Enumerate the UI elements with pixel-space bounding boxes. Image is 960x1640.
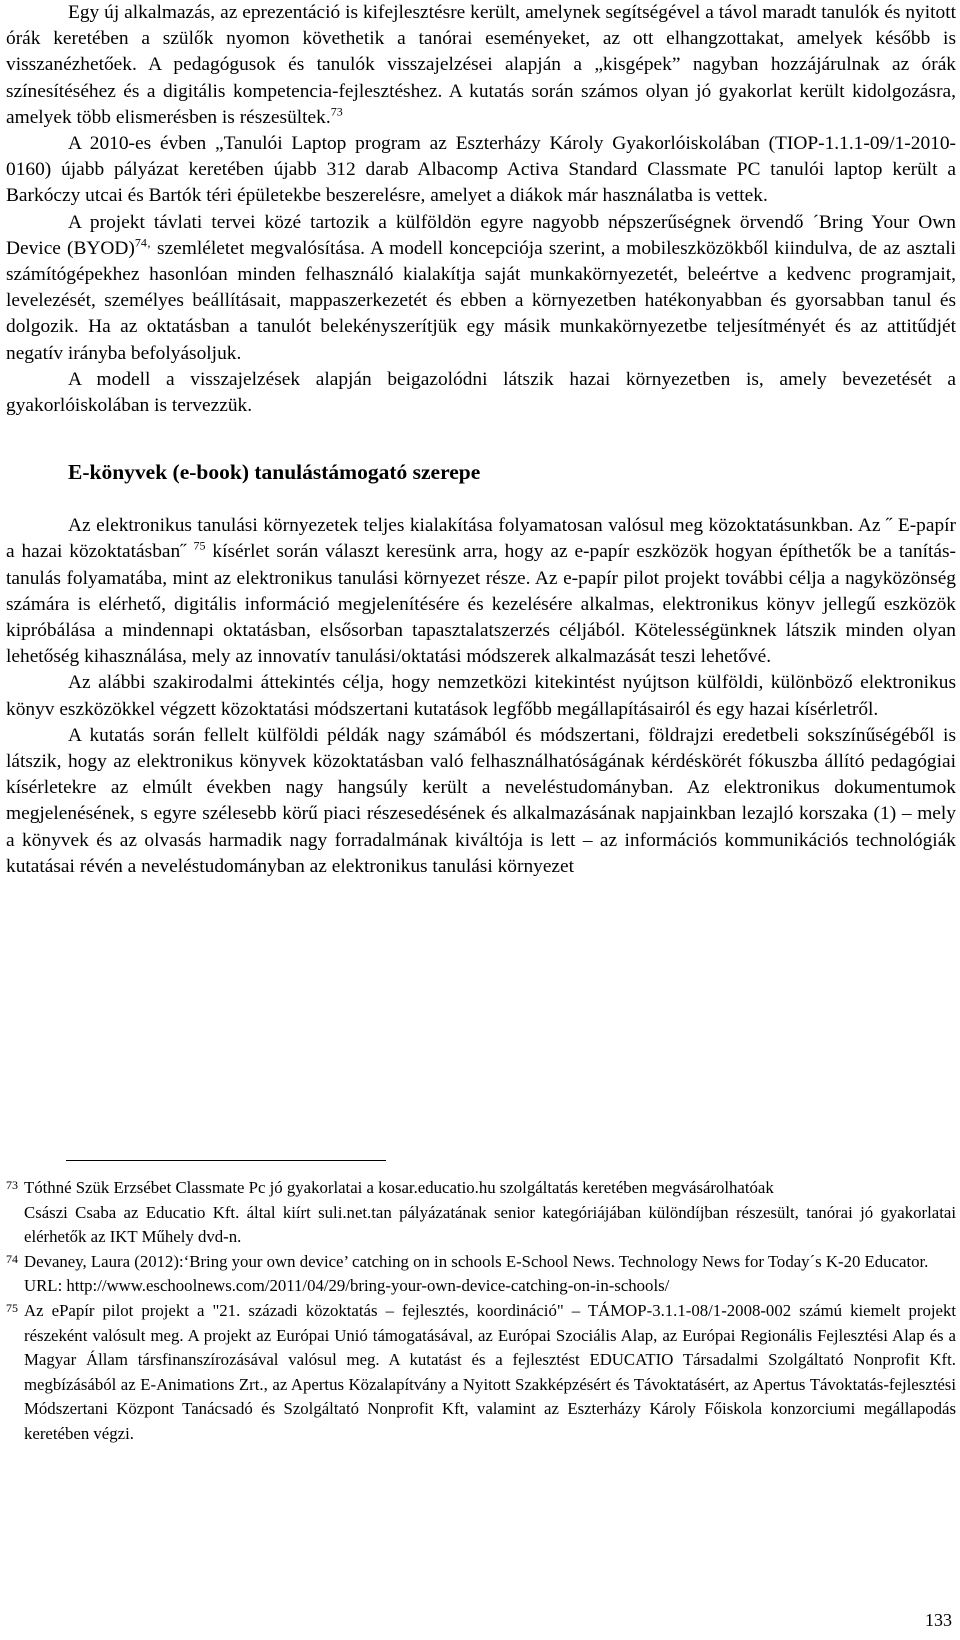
footnote-ref-75[interactable]: 75 (193, 538, 206, 553)
paragraph-laptop-program: A 2010-es évben „Tanulói Laptop program az Eszterházy Károly Gyakorlóiskolában (TIOP-1.1.1-09/1-2010-0160) újabb pályázat keretében újabb 312 darab Albacomp Activa Standard Classmate PC tanulói laptop került a Barkóczy utcai és Bartók téri épületekbe beszerelésre, amelyet a diákok már használatba is vettek. (6, 133, 956, 207)
paragraph-e-papir: Az elektronikus tanulási környezetek teljes kialakítása folyamatosan valósul meg közoktatásunkban. Az ˝ E-papír a hazai közoktatásban˝ $^{75}$ kísérlet során választ keresünk arra, hogy az e-papír eszközök hogyan építhetők be a tanítás-tanulás folyamatába, mint az elektronikus tanulási környezet része. Az e-papír pilot projekt további célja a nagyközönség számára is elérhető, digitális információ megjelenítésére és kezelésére alkalmas, elektronikus könyv jellegű eszközök kipróbálása a mindennapi oktatásban, elsősorban tapasztalatszerzés céljából. Kötelességünknek látszik minden olyan lehetőség kihasználása, mely az innovatív tanulási/oktatási módszerek alkalmazását teszi lehetővé. (6, 515, 956, 668)
section-heading: E-könyvek (e-book) tanulástámogató szerepe (68, 460, 481, 485)
footnote-ref-73[interactable]: 73 (330, 104, 343, 119)
footnote-number: 73 (6, 1178, 18, 1192)
paragraph-eprezentacio: Egy új alkalmazás, az eprezentáció is kifejlesztésre került, amelynek segítségével a távol maradt tanulók és nyitott órák keretében a szülők nyomon követhetik a tanórai eseményeket, az ott elhangzottakat, amelyek később is visszanézhetőek. A pedagógusok és tanulók visszajelzései alapján a „kisgépek” nagyban hozzájárulnak az órák színesítéséhez és a digitális kompetencia-fejlesztéshez. A kutatás során számos olyan jó gyakorlat került kidolgozásra, amelyek több elismerésben is részesültek.$^{73}$ (6, 2, 956, 128)
footnote-74-url[interactable]: URL: http://www.eschoolnews.com/2011/04/29/bring-your-own-device-catching-on-in-schools/ (24, 1276, 670, 1296)
footnote-74: 74 Devaney, Laura (2012):‘Bring your own device’ catching on in schools E-School News. Technology News for Today´s K-20 Educator. (6, 1250, 956, 1275)
footnote-75: 75 Az ePapír pilot projekt a "21. századi közoktatás – fejlesztés, koordináció" – TÁMOP-3.1.1-08/1-2008-002 számú kiemelt projekt részeként valósult meg. A projekt az Európai Unió támogatásával, az Európai Szociális Alap, az Európai Regionális Fejlesztési Alap és a Magyar Állam társfinanszírozásával valósul meg. A kutatást és a fejlesztést EDUCATIO Társadalmi Szolgáltató Nonprofit Kft. megbízásából az E-Animations Zrt., az Apertus Közalapítvány a Nyitott Szakképzésért és Távoktatásért, az Apertus Távoktatás-fejlesztési Módszertani Központ Tanácsadó és Szolgáltató Nonprofit Kft, valamint az Eszterházy Károly Főiskola konzorciumi megállapodás keretében végzi. (6, 1299, 956, 1447)
paragraph-modell: A modell a visszajelzések alapján beigazolódni látszik hazai környezetben is, amely bevezetését a gyakorlóiskolában is tervezzük. (6, 368, 956, 417)
footnotes (6, 1176, 956, 1447)
page-number: 133 (925, 1610, 952, 1630)
body-text (6, 0, 956, 880)
paragraph-byod: A projekt távlati tervei közé tartozik a külföldön egyre nagyobb népszerűségnek örvendő ´Bring Your Own Device (BYOD)$^{74‚}$ szemléletet megvalósítása. A modell koncepciója szerint, a mobileszközökből kiindulva, de az asztali számítógépekhez hasonlóan minden felhasználó kialakítja saját munkakörnyezetét, beleértve a kedvenc programjait, levelezését, személyes beállításait, mappaszerkezetét és ebben a környezetben hatékonyabban és gyorsabban tanul és dolgozik. Ha az oktatásban a tanulót belekényszerítjük egy másik munkakörnyezetbe teljesítményét és az attitűdjét negatív irányba befolyásoljuk. (6, 211, 956, 364)
footnote-73: 73 Tóthné Szük Erzsébet Classmate Pc jó gyakorlatai a kosar.educatio.hu szolgáltatás keretében megvásárolhatóak (6, 1176, 956, 1201)
footnote-divider (66, 1160, 386, 1161)
footnote-number: 74 (6, 1251, 18, 1266)
footnote-ref-74[interactable]: 74‚ (134, 235, 151, 250)
footnote-73-continued: Császi Csaba az Educatio Kft. által kiírt suli.net.tan pályázatának senior kategóriájában különdíjban részesült, tanórai jó gyakorlatai elérhetők az IKT Műhely dvd-n. (24, 1202, 956, 1247)
footnote-number: 75 (6, 1300, 18, 1315)
paragraph-attekintes: Az alábbi szakirodalmi áttekintés célja, hogy nemzetközi kitekintést nyújtson külföldi, különböző elektronikus könyv eszközökkel végzett közoktatási módszertani kutatások legfőbb megállapításairól és egy hazai kísérletről. (6, 672, 956, 720)
paragraph-kutatas: A kutatás során fellelt külföldi példák nagy számából és módszertani, földrajzi eredetbeli sokszínűségéből is látszik, hogy az elektronikus könyvek közoktatásban való felhasználhatóságának kérdéskörét fókuszba állító pedagógiai kísérletekre az elmúlt években nagy hangsúly került a neveléstudományban. Az elektronikus dokumentumok megjelenésének, s egyre szélesebb körű piaci részesedésének és alkalmazásának napjainkban lezajló korszaka (1) – mely a könyvek és az olvasás harmadik nagy forradalmának kiváltója is lett – az információs kommunikációs technológiák kutatásai révén a neveléstudományban az elektronikus tanulási környezet (6, 724, 956, 877)
